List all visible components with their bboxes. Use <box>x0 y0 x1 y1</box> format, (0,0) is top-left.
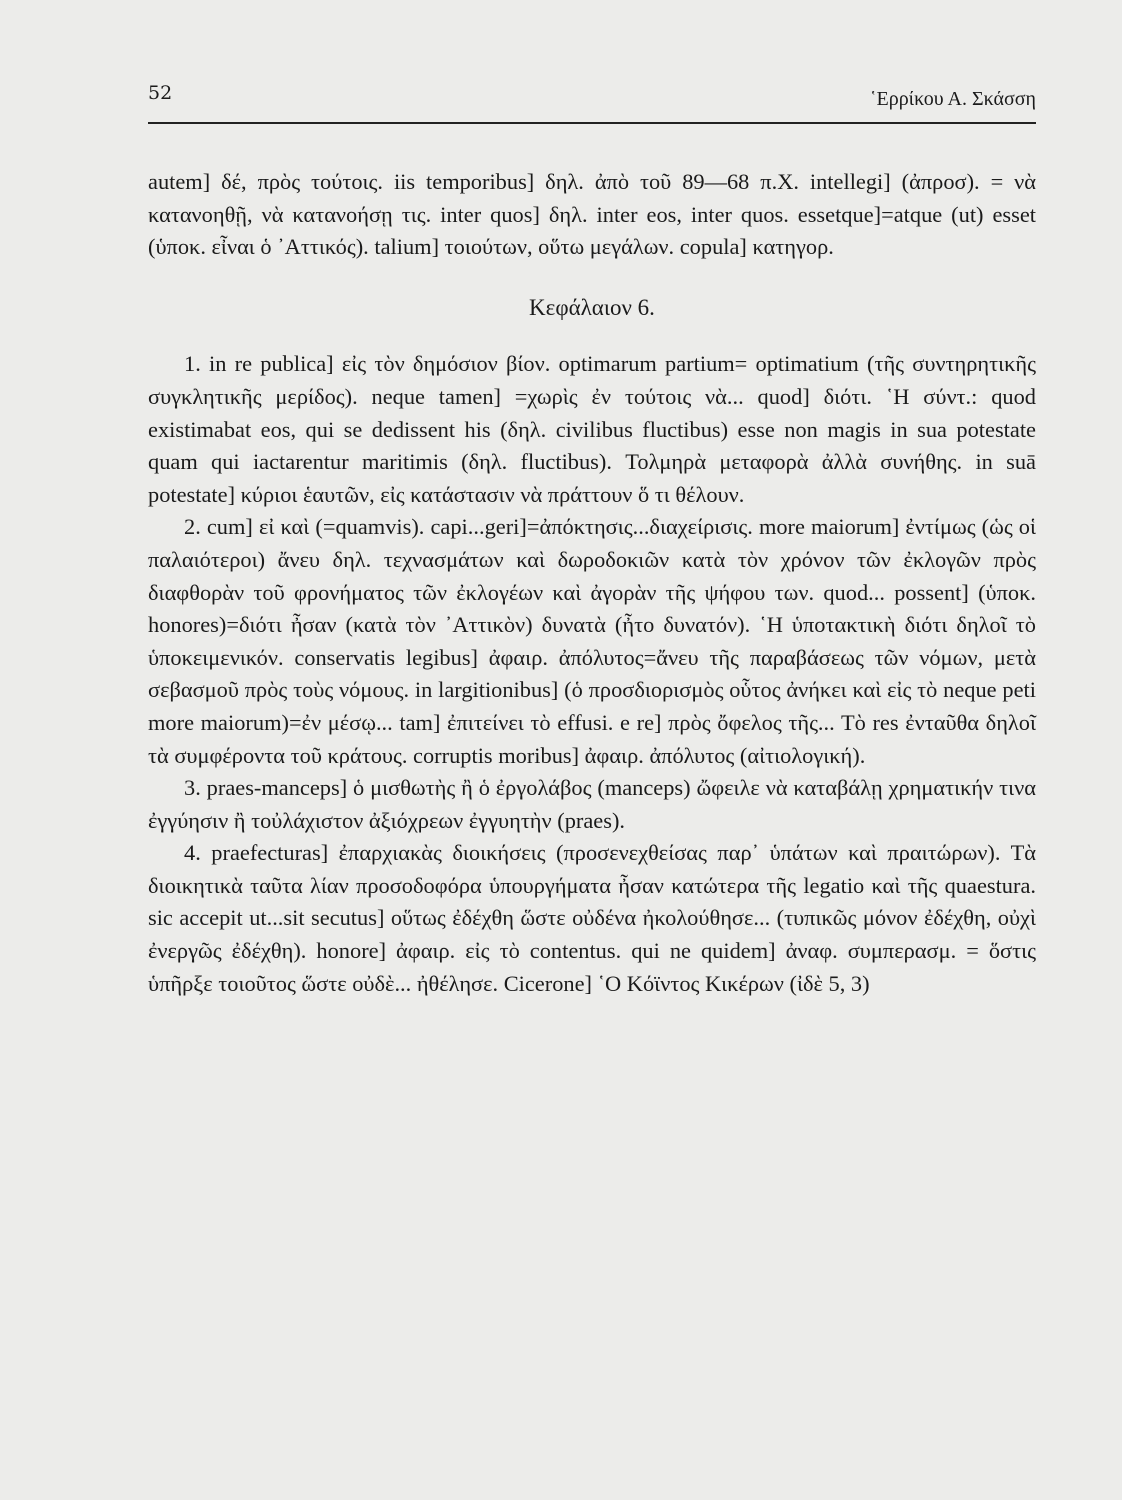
note-paragraph-2: 2. cum] εἰ καὶ (=quamvis). capi...geri]=ἀπόκτησις...διαχείρισις. more maiorum] ἐντίμως (ὡς οἱ παλαιότεροι) ἄνευ δηλ. τεχνασμάτων καὶ δωροδοκιῶν κατὰ τὸν χρόνον τῶν ἐκλογῶν πρὸς διαφθορὰν τοῦ φρονήματος τῶν ἐκλογέων καὶ ἀγορὰν τῆς ψήφου των. quod... possent] (ὑποκ. honores)=διότι ἦσαν (κατὰ τὸν ᾿Αττικὸν) δυνατὰ (ἦτο δυνατόν). ῾Η ὑποτακτικὴ διότι δηλοῖ τὸ ὑποκειμενικόν. conservatis legibus] ἀφαιρ. ἀπόλυτος=ἄνευ τῆς παραβάσεως τῶν νόμων, μετὰ σεβασμοῦ πρὸς τοὺς νόμους. in largitionibus] (ὁ προσδιορισμὸς οὗτος ἀνήκει καὶ εἰς τὸ neque peti more maiorum)=ἐν μέσῳ... tam] ἐπιτείνει τὸ effusi. e re] πρὸς ὄφελος τῆς... Τὸ res ἐνταῦθα δηλοῖ τὰ συμφέροντα τοῦ κράτους. corruptis moribus] ἀφαιρ. ἀπόλυτος (αἰτιολογική). <box>148 514 1036 768</box>
note-paragraph-3: 3. praes-manceps] ὁ μισθωτὴς ἢ ὁ ἐργολάβος (manceps) ὤφειλε νὰ καταβάλῃ χρηματικήν τινα ἐγγύησιν ἢ τοὐλάχιστον ἀξιόχρεων ἐγγυητὴν (praes). <box>148 775 1036 833</box>
page-body <box>148 166 1036 1000</box>
page-number: 52 <box>148 82 173 104</box>
chapter-heading: Κεφάλαιον 6. <box>529 294 655 320</box>
note-paragraph-1: 1. in re publica] εἰς τὸν δημόσιον βίον. optimarum partium= optimatium (τῆς συντηρητικῆς συγκλητικῆς μερίδος). neque tamen] =χωρὶς ἐν τούτοις νὰ... quod] διότι. ῾Η σύντ.: quod existimabat eos, qui se dedissent his (δηλ. civilibus fluctibus) esse non magis in sua potestate quam qui iactarentur maritimis (δηλ. fluctibus). Τολμηρὰ μεταφορὰ ἀλλὰ συνήθης. in suā potestate] κύριοι ἑαυτῶν, εἰς κατάστασιν νὰ πράττουν ὅ τι θέλουν. <box>148 351 1036 507</box>
page <box>148 82 1036 996</box>
page-header <box>148 82 1036 116</box>
intro-paragraph: autem] δέ, πρὸς τούτοις. iis temporibus] δηλ. ἀπὸ τοῦ 89—68 π.Χ. intellegi] (ἀπροσ). = νὰ κατανοηθῇ, νὰ κατανοήσῃ τις. inter quos] δηλ. inter eos, inter quos. essetque]=atque (ut) esset (ὑποκ. εἶναι ὁ ᾿Αττικός). talium] τοιούτων, οὕτω μεγάλων. copula] κατηγορ. <box>148 169 1036 260</box>
note-paragraph-4: 4. praefecturas] ἐπαρχιακὰς διοικήσεις (προσενεχθείσας παρ᾿ ὑπάτων καὶ πραιτώρων). Τὰ διοικητικὰ ταῦτα λίαν προσοδοφόρα ὑπουργήματα ἦσαν κατώτερα τῆς legatio καὶ τῆς quaestura. sic accepit ut...sit secutus] οὕτως ἐδέχθη ὥστε οὐδένα ἠκολούθησε... (τυπικῶς μόνον ἐδέχθη, οὐχὶ ἐνεργῶς ἐδέχθη). honore] ἀφαιρ. εἰς τὸ contentus. qui ne quidem] ἀναφ. συμπερασμ. = ὅστις ὑπῆρξε τοιοῦτος ὥστε οὐδὲ... ἠθέλησε. Cicerone] ῾Ο Κόϊντος Κικέρων (ἰδὲ 5, 3) <box>148 840 1036 996</box>
header-rule <box>148 122 1036 124</box>
running-title: ῾Ερρίκου Α. Σκάσση <box>869 88 1036 110</box>
